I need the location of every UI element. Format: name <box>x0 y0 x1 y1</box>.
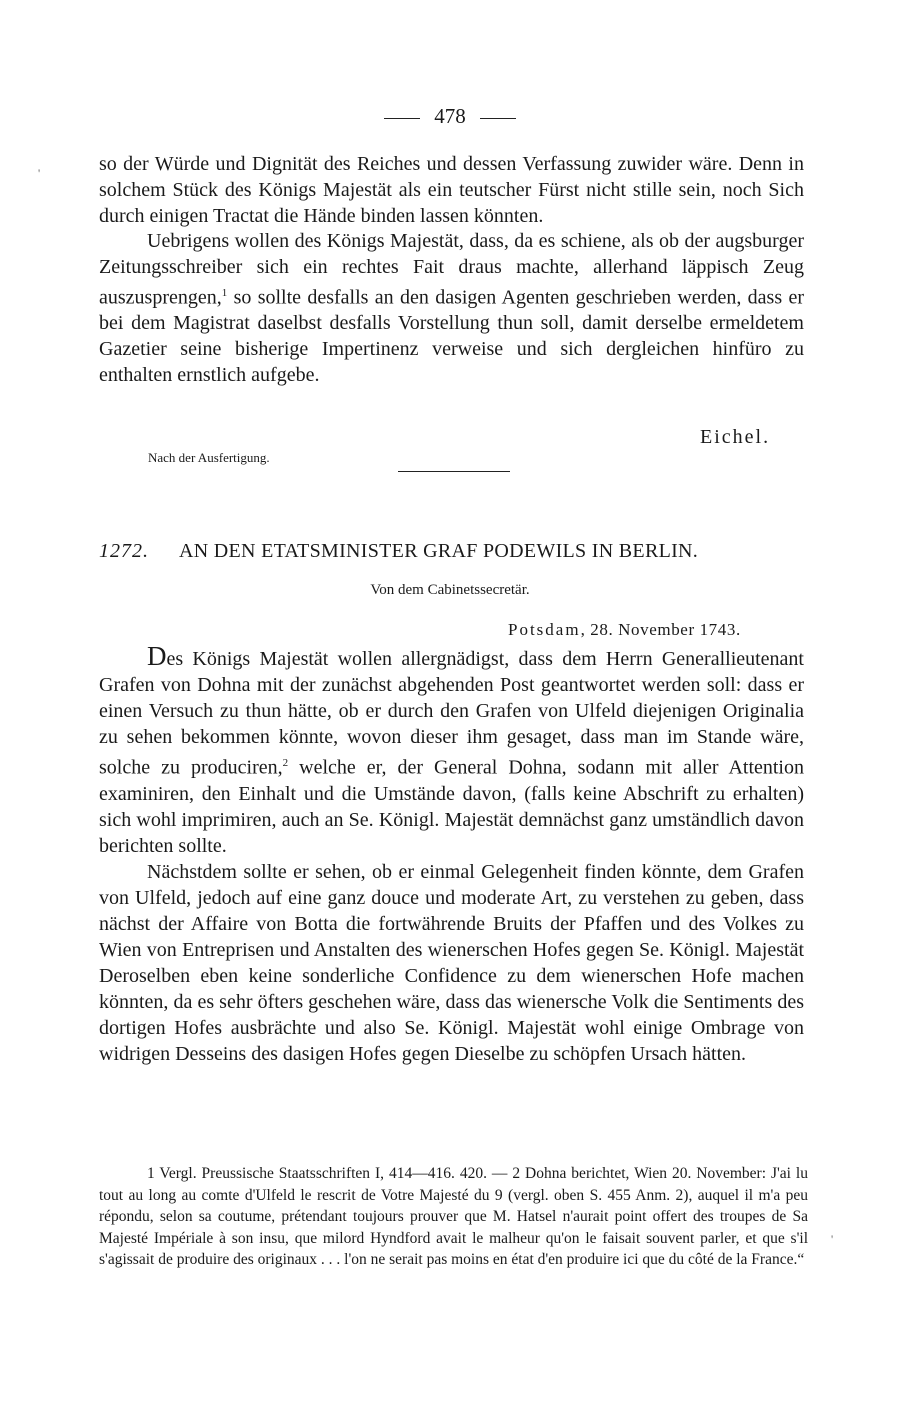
source-note: Nach der Ausfertigung. <box>148 450 270 465</box>
header-dash-left <box>384 118 420 119</box>
paragraph-text: Uebrigens wollen des Königs Majestät, dass, da es schiene, als ob der augsburger Zeitungsschreiber sich ein rechtes Fait draus machte, allerhand läppisch Zeug auszusprengen, <box>99 230 804 309</box>
header-dash-right <box>480 118 516 119</box>
paragraph: Nächstdem sollte er sehen, ob er einmal Gelegenheit finden könnte, dem Grafen von Ulfeld, jedoch auf eine ganz douce und moderate Art, zu verstehen zu geben, dass nächst der Affaire von Botta die fortwährende Bruits der Pfaffen und des Volkes zu Wien von Entreprisen und Anstalten des wienerschen Hofes gegen Se. Königl. Majestät Deroselben eben keine sonderliche Confidence zu dem wienerschen Hofe machen könnten, da es sehr öfters geschehen wäre, dass das wienersche Volk die Sentiments des dortigen Hofes ausbrächte und also Se. Königl. Majestät wohl einige Ombrage von widrigen Desseins des dasigen Hofes gegen Dieselbe zu schöpfen Ursach hätten. <box>99 860 804 1065</box>
paragraph: so der Würde und Dignität des Reiches und dessen Verfassung zuwider wäre. Denn in solchem Stück des Königs Majestät als ein teutscher Fürst nicht stille sein, noch Sich durch einigen Tractat die Hände binden lassen könnten. <box>99 153 804 227</box>
signature: Eichel. <box>700 426 771 448</box>
section-divider <box>398 471 510 472</box>
sender-line: Von dem Cabinetssecretär. <box>370 582 530 598</box>
paragraph-text: so sollte desfalls an den dasigen Agenten geschrieben werden, dass er bei dem Magistrat daselbst desfalls Vorstellung thun soll, damit derselbe ermeldetem Gazetier seine bisherige Impertinenz verweise und sich dergleichen hinfüro zu enthalten ernstlich aufgebe. <box>99 286 804 387</box>
footnote-ref-2: 2 <box>282 757 289 769</box>
date: , 28. November 1743. <box>580 620 741 639</box>
document-number: 1272. <box>99 540 149 562</box>
dateline <box>508 620 741 640</box>
letter-text <box>99 641 804 1067</box>
footnote-ref-1: 1 <box>221 286 228 299</box>
paragraph-text: es Königs Majestät wollen allergnädigst, dass dem Herrn Generallieutenant Grafen von Dohna mit der zunächst abgehenden Post geantwortet werden soll: dass er einen Versuch zu thun hätte, ob er durch den Grafen von Ulfeld diejenigen Originalia zu sehen bekommen könnte, wovon dieser ihm gesaget, dass man im Stande wäre, solche zu produciren, <box>99 648 804 779</box>
print-speck: ' <box>831 1232 834 1246</box>
footnotes <box>99 1163 808 1271</box>
previous-letter-text <box>99 152 804 389</box>
document-heading <box>99 540 811 563</box>
paragraph <box>99 641 804 859</box>
print-speck: ' <box>38 166 41 180</box>
footnote-text: 1 Vergl. Preussische Staatsschriften I, 414—416. 420. — 2 Dohna berichtet, Wien 20. November: J'ai lu tout au long au comte d'Ulfeld le rescrit de Votre Majesté du 9 (vergl. oben S. 455 Anm. 2), auquel il m'a peu répondu, selon sa coutume, prétendant toujours prouver que M. Hatsel n'aurait point offert des troupes de Sa Majesté Impériale à son insu, que milord Hyndford avait le malheur qu'on le faisait souvent parler, et que s'il s'agissait de produire des originaux . . . l'on ne serait pas moins en état d'en produire ici que du côté de la France.“ <box>99 1165 808 1268</box>
page-number: 478 <box>434 104 466 128</box>
drop-initial: D <box>147 641 167 671</box>
page-header <box>0 104 900 129</box>
place: Potsdam <box>508 620 581 639</box>
document-title: AN DEN ETATSMINISTER GRAF PODEWILS IN BERLIN. <box>179 540 699 562</box>
paragraph-text: welche er, der General Dohna, sodann mit aller Attention examiniren, den Einhalt und die Umstände davon, (falls keine Abschrift zu erhalten) sich wohl imprimiren, auch an Se. Königl. Majestät demnächst ganz umständlich davon berichten sollte. <box>99 756 804 857</box>
paragraph <box>99 229 804 388</box>
